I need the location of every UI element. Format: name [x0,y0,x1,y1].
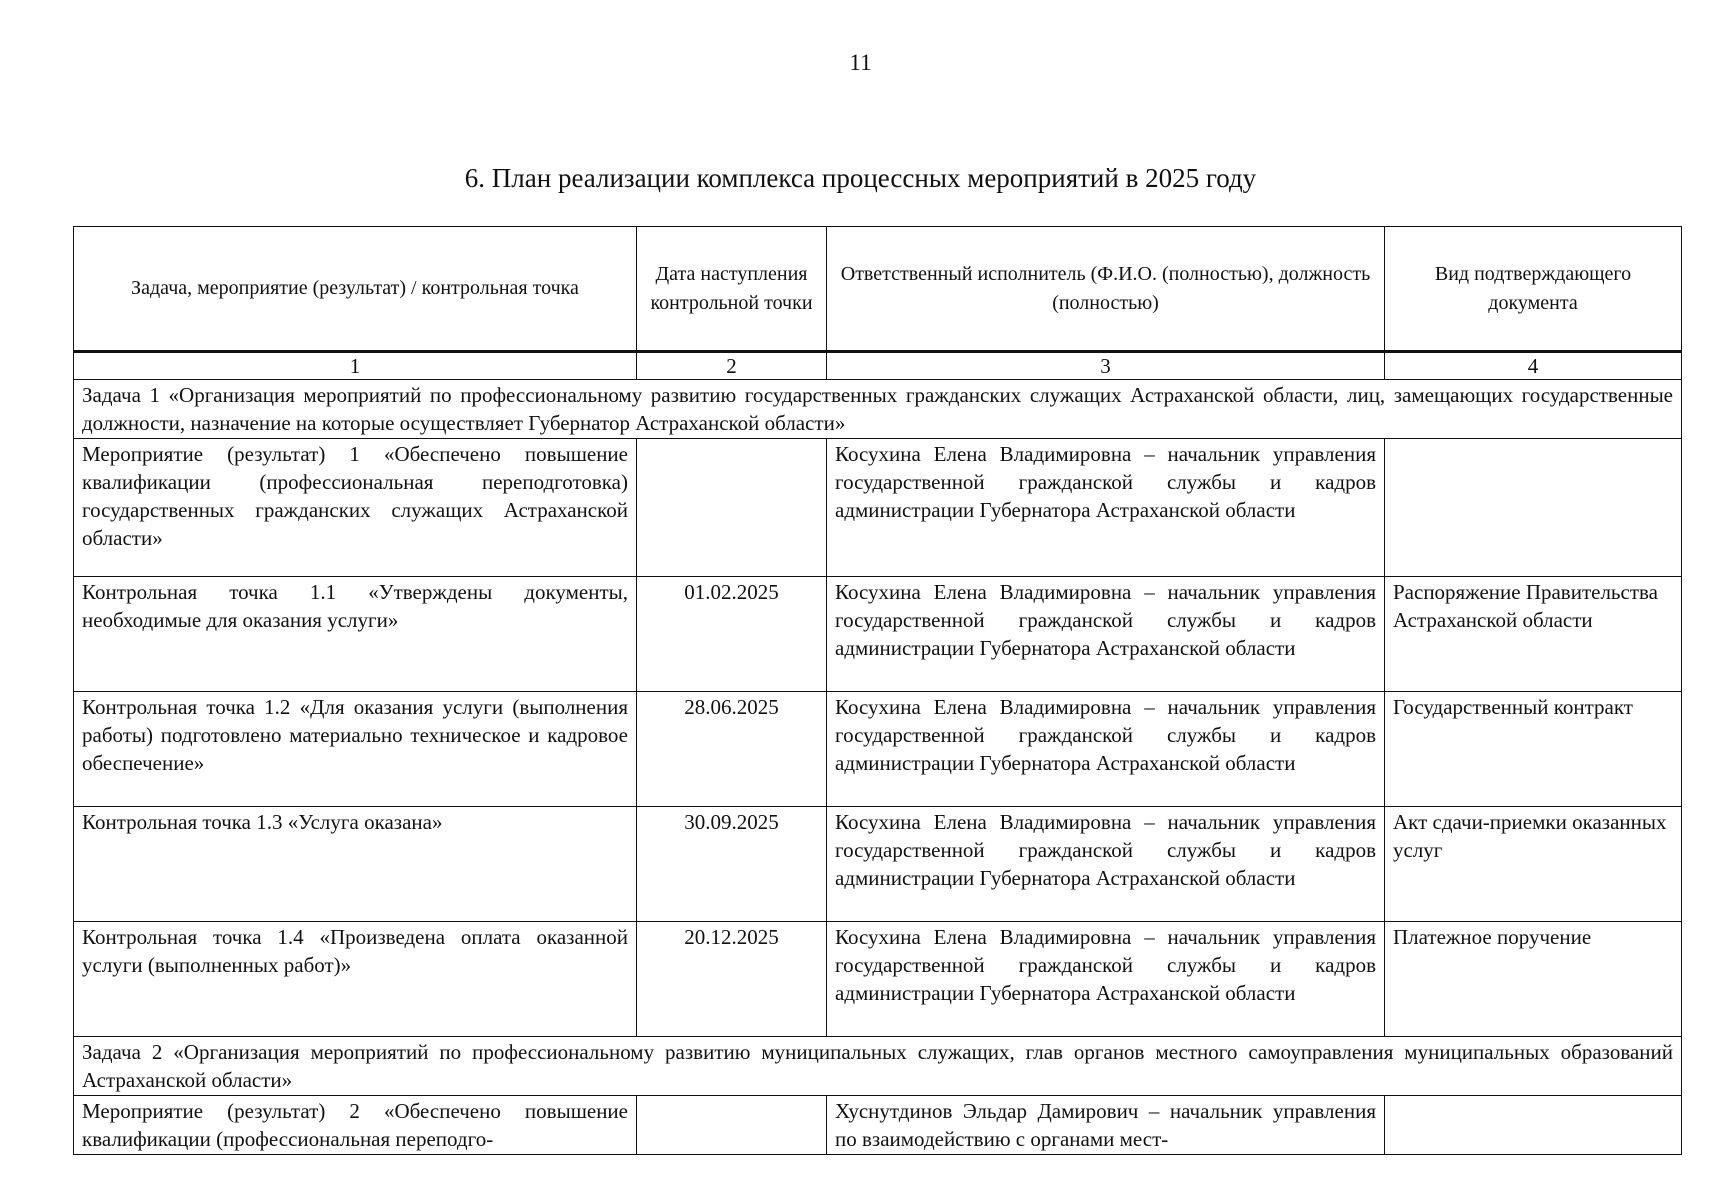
task-1-cell: Задача 1 «Организация мероприятий по профессиональному развитию государственных гражданских служащих Астраханской области, лиц, замещающих государственные должности, назначение на которые осуществляет Губернатор Астраханской области» [74,380,1682,439]
date-cell: 01.02.2025 [637,577,827,692]
document-cell: Распоряжение Правительства Астраханской области [1385,577,1682,692]
column-number: 4 [1385,352,1682,380]
table-row [74,577,1682,692]
document-cell: Платежное поручение [1385,922,1682,1037]
plan-table [73,226,1682,1155]
responsible-cell: Косухина Елена Владимировна – начальник управления государственной гражданской службы и кадров администрации Губернатора Астраханской области [827,577,1385,692]
table-header-row [74,227,1682,352]
table-row [74,922,1682,1037]
responsible-cell: Хуснутдинов Эльдар Дамирович – начальник управления по взаимодействию с органами мест- [827,1096,1385,1155]
task-row [74,380,1682,439]
date-cell: 20.12.2025 [637,922,827,1037]
header-task: Задача, мероприятие (результат) / контрольная точка [74,227,637,352]
date-cell: 28.06.2025 [637,692,827,807]
item-cell: Контрольная точка 1.1 «Утверждены документы, необходимые для оказания услуги» [74,577,637,692]
column-number: 2 [637,352,827,380]
date-cell [637,1096,827,1155]
table-row [74,439,1682,577]
document-cell: Акт сдачи-приемки оказанных услуг [1385,807,1682,922]
column-number: 3 [827,352,1385,380]
page-title: 6. План реализации комплекса процессных мероприятий в 2025 году [464,163,1257,193]
column-number: 1 [74,352,637,380]
header-document: Вид подтверждающего документа [1385,227,1682,352]
date-cell [637,439,827,577]
document-cell [1385,439,1682,577]
item-cell: Контрольная точка 1.2 «Для оказания услуги (выполнения работы) подготовлено материально техническое и кадровое обеспечение» [74,692,637,807]
item-cell: Контрольная точка 1.4 «Произведена оплата оказанной услуги (выполненных работ)» [74,922,637,1037]
table-row [74,807,1682,922]
responsible-cell: Косухина Елена Владимировна – начальник управления государственной гражданской службы и кадров администрации Губернатора Астраханской области [827,439,1385,577]
header-date: Дата наступления контрольной точки [637,227,827,352]
date-cell: 30.09.2025 [637,807,827,922]
document-cell: Государственный контракт [1385,692,1682,807]
header-responsible: Ответственный исполнитель (Ф.И.О. (полностью), должность (полностью) [827,227,1385,352]
item-cell: Мероприятие (результат) 1 «Обеспечено повышение квалификации (профессиональная переподготовка) государственных гражданских служащих Астраханской области» [74,439,637,577]
responsible-cell: Косухина Елена Владимировна – начальник управления государственной гражданской службы и кадров администрации Губернатора Астраханской области [827,922,1385,1037]
item-cell: Контрольная точка 1.3 «Услуга оказана» [74,807,637,922]
column-number-row [74,352,1682,380]
item-cell: Мероприятие (результат) 2 «Обеспечено повышение квалификации (профессиональная переподго- [74,1096,637,1155]
task-row [74,1037,1682,1096]
responsible-cell: Косухина Елена Владимировна – начальник управления государственной гражданской службы и кадров администрации Губернатора Астраханской области [827,692,1385,807]
page-number: 11 [849,50,872,75]
table-row [74,1096,1682,1155]
document-cell [1385,1096,1682,1155]
responsible-cell: Косухина Елена Владимировна – начальник управления государственной гражданской службы и кадров администрации Губернатора Астраханской области [827,807,1385,922]
table-row [74,692,1682,807]
task-2-cell: Задача 2 «Организация мероприятий по профессиональному развитию муниципальных служащих, глав органов местного самоуправления муниципальных образований Астраханской области» [74,1037,1682,1096]
